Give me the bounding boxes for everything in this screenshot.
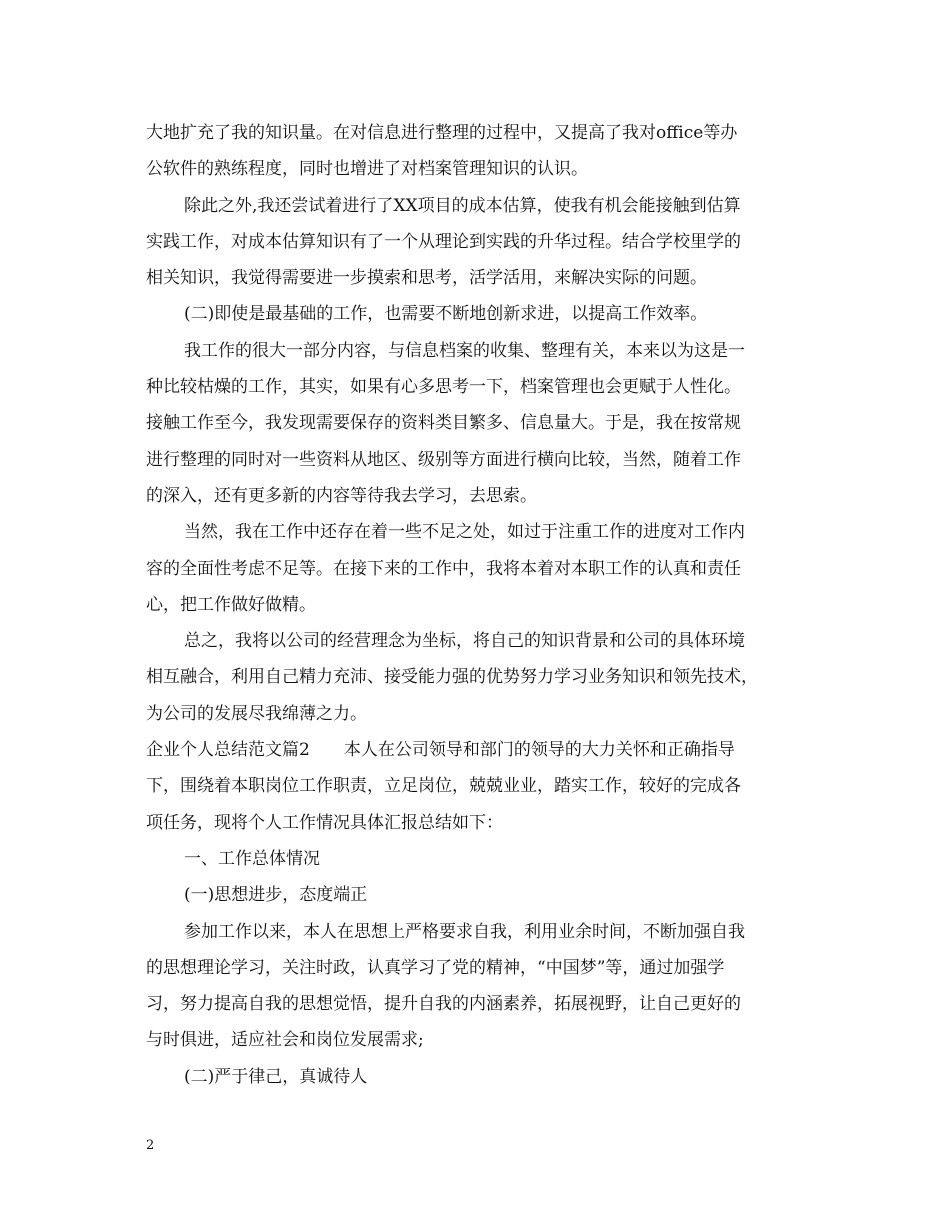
section-title-line: 企业个人总结范文篇2 本人在公司领导和部门的领导的大力关怀和正确指导 [146,740,735,761]
text-line: 进行整理的同时对一些资料从地区、级别等方面进行横向比较，当然，随着工作 [146,449,741,470]
text-line: 相互融合，利用自己精力充沛、接受能力强的优势努力学习业务知识和领先技术， [146,667,758,688]
text-line: 心，把工作做好做精。 [146,594,316,615]
text-line: 除此之外,我还尝试着进行了XX项目的成本估算，使我有机会能接触到估算 [184,195,741,216]
text-line: 我工作的很大一部分内容，与信息档案的收集、整理有关，本来以为这是一 [184,340,745,361]
text-line: 相关知识，我觉得需要进一步摸索和思考，活学活用，来解决实际的问题。 [146,268,707,289]
heading-line: 一、工作总体情况 [184,848,320,869]
text-line: 当然，我在工作中还存在着一些不足之处，如过于注重工作的进度对工作内 [184,522,745,543]
document-body [146,115,806,1095]
text-line: 实践工作，对成本估算知识有了一个从理论到实践的升华过程。结合学校里学的 [146,231,741,252]
text-line: 为公司的发展尽我绵薄之力。 [146,703,367,724]
text-line: 参加工作以来，本人在思想上严格要求自我，利用业余时间，不断加强自我 [184,921,745,942]
subheading-line: (二)严于律己，真诚待人 [184,1066,368,1087]
text-line: 与时俱进，适应社会和岗位发展需求; [146,1030,424,1051]
text-line: 习，努力提高自我的思想觉悟，提升自我的内涵素养，拓展视野，让自己更好的 [146,994,741,1015]
subheading-line: (一)思想进步，态度端正 [184,885,368,906]
text-line: (二)即使是最基础的工作，也需要不断地创新求进，以提高工作效率。 [184,304,708,325]
text-line: 下，围绕着本职岗位工作职责，立足岗位，兢兢业业，踏实工作，较好的完成各 [146,776,741,797]
text-line: 项任务，现将个人工作情况具体汇报总结如下： [146,812,503,833]
text-line: 接触工作至今，我发现需要保存的资料类目繁多、信息量大。于是，我在按常规 [146,413,741,434]
text-line: 容的全面性考虑不足等。在接下来的工作中，我将本着对本职工作的认真和责任 [146,558,741,579]
text-line: 种比较枯燥的工作，其实，如果有心多思考一下，档案管理也会更赋于人性化。 [146,377,741,398]
text-line: 的思想理论学习，关注时政，认真学习了党的精神，“中国梦”等，通过加强学 [146,957,725,978]
text-line: 大地扩充了我的知识量。在对信息进行整理的过程中，又提高了我对office等办 [146,123,738,143]
text-line: 公软件的熟练程度，同时也增进了对档案管理知识的认识。 [146,159,588,180]
text-line: 的深入，还有更多新的内容等待我去学习，去思索。 [146,485,537,506]
text-line: 总之，我将以公司的经营理念为坐标，将自己的知识背景和公司的具体环境 [184,631,745,652]
page-number: 2 [146,1138,155,1153]
